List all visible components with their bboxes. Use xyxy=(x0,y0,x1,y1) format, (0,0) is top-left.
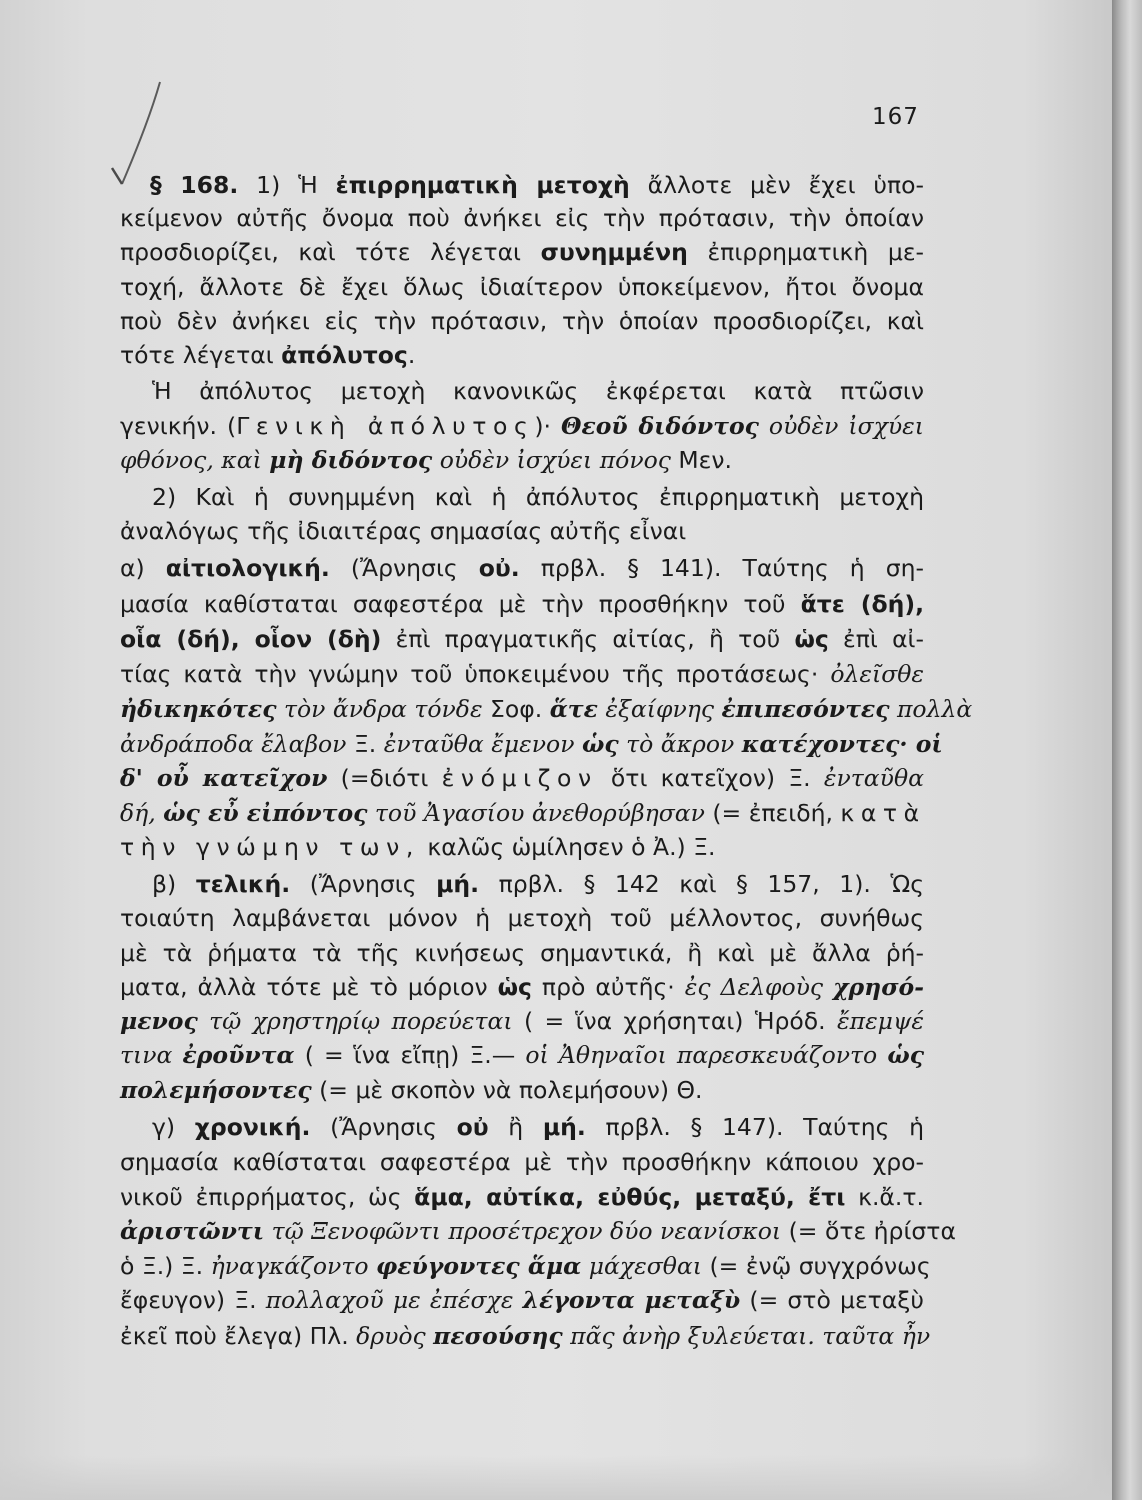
text-line: τότε λέγεται ἀπόλυτος. xyxy=(120,341,416,369)
page-number: 167 xyxy=(872,104,919,130)
text-line: ἀναλόγως τῆς ἰδιαιτέρας σημασίας αὐτῆς εἶναι xyxy=(120,517,687,545)
text-line: τὴν γνώμην των, καλῶς ὡμίλησεν ὁ Ἀ.) Ξ. xyxy=(120,833,716,861)
text-line: δή, ὡς εὖ εἰπόντος τοῦ Ἀγασίου ἀνεθορύβησαν (= ἐπειδή, κατὰ xyxy=(120,799,926,827)
text-line: προσδιορίζει, καὶ τότε λέγεται συνημμένη ἐπιρρηματικὴ με- xyxy=(120,238,924,266)
text-line: ἔφευγον) Ξ. πολλαχοῦ με ἐπέσχε λέγοντα μεταξὺ (= στὸ μεταξὺ xyxy=(120,1286,924,1314)
text-line: φθόνος, καὶ μὴ διδόντος οὐδὲν ἰσχύει πόνος Μεν. xyxy=(120,446,732,474)
text-line: σημασία καθίσταται σαφεστέρα μὲ τὴν προσθήκην κάποιου χρο- xyxy=(120,1148,924,1176)
text-line: ἀνδράποδα ἔλαβον Ξ. ἐνταῦθα ἔμενον ὡς τὸ ἄκρον κατέχοντες· οἱ xyxy=(120,730,943,758)
text-line: ποὺ δὲν ἀνήκει εἰς τὴν πρότασιν, τὴν ὁποίαν προσδιορίζει, καὶ xyxy=(120,307,924,335)
text-line: α) αἰτιολογική. (Ἄρνησις οὐ. πρβλ. § 141). Ταύτης ἡ ση- xyxy=(120,554,924,582)
text-line: μενος τῷ χρηστηρίῳ πορεύεται ( = ἵνα χρήσηται) Ἡρόδ. ἔπεμψέ xyxy=(120,1007,924,1035)
text-line: 2) Καὶ ἡ συνημμένη καὶ ἡ ἀπόλυτος ἐπιρρηματικὴ μετοχὴ xyxy=(152,483,924,511)
text-line: γ) χρονική. (Ἄρνησις οὐ ἢ μή. πρβλ. § 147). Ταύτης ἡ xyxy=(152,1113,924,1141)
text-line: πολεμήσοντες (= μὲ σκοπὸν νὰ πολεμήσουν) Θ. xyxy=(120,1076,703,1104)
text-line: μασία καθίσταται σαφεστέρα μὲ τὴν προσθήκην τοῦ ἅτε (δή), xyxy=(120,590,925,618)
text-line: νικοῦ ἐπιρρήματος, ὡς ἅμα, αὐτίκα, εὐθύς, μεταξύ, ἔτι κ.ἄ.τ. xyxy=(120,1183,924,1211)
bottom-bleed xyxy=(0,1455,1112,1500)
text-line: Ἡ ἀπόλυτος μετοχὴ κανονικῶς ἐκφέρεται κατὰ πτῶσιν xyxy=(152,377,924,405)
text-line: γενικήν. (Γενικὴ ἀπόλυτος)· Θεοῦ διδόντος οὐδὲν ἰσχύει xyxy=(120,412,925,440)
text-line: ἀριστῶντι τῷ Ξενοφῶντι προσέτρεχον δύο νεανίσκοι (= ὅτε ἠρίστα xyxy=(120,1217,956,1245)
text-line: ματα, ἀλλὰ τότε μὲ τὸ μόριον ὡς πρὸ αὐτῆς· ἐς Δελφοὺς χρησό- xyxy=(120,973,924,1001)
text-line: τίας κατὰ τὴν γνώμην τοῦ ὑποκειμένου τῆς προτάσεως· ὀλεῖσθε xyxy=(120,660,924,688)
page-edge-shadow xyxy=(1112,0,1142,1500)
text-line: ἠδικηκότες τὸν ἄνδρα τόνδε Σοφ. ἅτε ἐξαίφνης ἐπιπεσόντες πολλὰ xyxy=(120,695,973,723)
text-line: τοχή, ἄλλοτε δὲ ἔχει ὅλως ἰδιαίτερον ὑποκείμενον, ἤτοι ὄνομα xyxy=(120,273,924,301)
text-line: οἷα (δή), οἷον (δὴ) ἐπὶ πραγματικῆς αἰτίας, ἢ τοῦ ὡς ἐπὶ αἰ- xyxy=(120,625,924,653)
text-line: δ' οὖ κατεῖχον (=διότι ἐνόμιζον ὅτι κατεῖχον) Ξ. ἐνταῦθα xyxy=(120,764,924,792)
text-line: ἐκεῖ ποὺ ἔλεγα) Πλ. δρυὸς πεσούσης πᾶς ἀνὴρ ξυλεύεται. ταῦτα ἦν xyxy=(120,1322,931,1350)
text-line: β) τελική. (Ἄρνησις μή. πρβλ. § 142 καὶ § 157, 1). Ὡς xyxy=(152,870,924,898)
text-line: ὁ Ξ.) Ξ. ἠναγκάζοντο φεύγοντες ἅμα μάχεσθαι (= ἐνῷ συγχρόνως xyxy=(120,1252,931,1280)
text-line: § 168. 1) Ἡ ἐπιρρηματικὴ μετοχὴ ἄλλοτε μὲν ἔχει ὑπο- xyxy=(150,171,925,199)
text-line: μὲ τὰ ῥήματα τὰ τῆς κινήσεως σημαντικά, ἢ καὶ μὲ ἄλλα ῥή- xyxy=(120,939,924,967)
text-line: κείμενον αὐτῆς ὄνομα ποὺ ἀνήκει εἰς τὴν πρότασιν, τὴν ὁποίαν xyxy=(120,204,924,232)
text-line: τοιαύτη λαμβάνεται μόνον ἡ μετοχὴ τοῦ μέλλοντος, συνήθως xyxy=(120,904,924,932)
text-line: τινα ἐροῦντα ( = ἵνα εἴπῃ) Ξ.— οἱ Ἀθηναῖοι παρεσκευάζοντο ὡς xyxy=(120,1041,924,1069)
